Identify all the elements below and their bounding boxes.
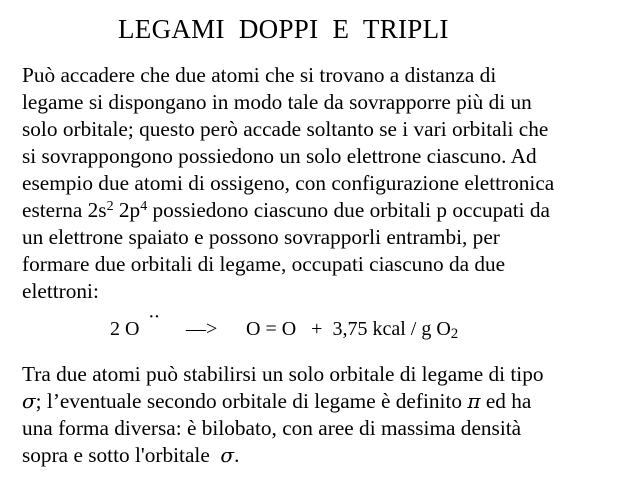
- subscript: 2: [450, 326, 459, 342]
- text-fragment: ed ha: [480, 389, 532, 413]
- text-line: elettroni:: [22, 279, 99, 303]
- text-fragment: sopra e sotto l'orbitale: [22, 443, 221, 467]
- superscript: 2: [106, 199, 114, 214]
- text-line: un elettrone spaiato e possono sovrapporli entrambi, per: [22, 225, 500, 249]
- product-text: O = O + 3,75 kcal / g O: [246, 318, 451, 340]
- product: [246, 318, 458, 341]
- pi-symbol: π: [467, 389, 481, 413]
- lone-pair-dots: ··: [148, 306, 160, 328]
- text-line: formare due orbitali di legame, occupati ciascuno da due: [22, 252, 506, 276]
- text-fragment: 2p: [113, 198, 141, 222]
- text-line: si sovrappongono possiedono un solo elettrone ciascuno. Ad: [22, 144, 537, 168]
- text-fragment: possiedono ciascuno due orbitali p occupati da: [147, 198, 550, 222]
- reaction-equation: [110, 306, 459, 348]
- slide-title: LEGAMI DOPPI E TRIPLI: [118, 14, 449, 44]
- text-line: Tra due atomi può stabilirsi un solo orbitale di legame di tipo: [22, 362, 544, 386]
- text-line: esempio due atomi di ossigeno, con configurazione elettronica: [22, 171, 555, 195]
- reactant: 2 O: [110, 318, 140, 340]
- paragraph-intro: [22, 62, 554, 305]
- text-line: legame si dispongano in modo tale da sovrapporre più di un: [22, 90, 532, 114]
- text-fragment: esterna 2s: [22, 198, 107, 222]
- text-line: Può accadere che due atomi che si trovano a distanza di: [22, 63, 497, 87]
- text-line-sigma: [22, 442, 544, 469]
- paragraph-pi-bond: [22, 361, 544, 469]
- text-line-sigma-pi: [22, 388, 544, 415]
- text-fragment: .: [234, 443, 240, 467]
- text-line-configuration: [22, 197, 554, 224]
- sigma-symbol: σ: [22, 389, 36, 413]
- reaction-arrow-icon: —>: [186, 318, 218, 340]
- superscript: 4: [140, 199, 148, 214]
- text-line: solo orbitale; questo però accade soltanto se i vari orbitali che: [22, 117, 549, 141]
- sigma-symbol: σ: [220, 443, 235, 467]
- text-fragment: ; l’eventuale secondo orbitale di legame è definito: [35, 389, 468, 413]
- text-line: una forma diversa: è bilobato, con aree di massima densità: [22, 416, 522, 440]
